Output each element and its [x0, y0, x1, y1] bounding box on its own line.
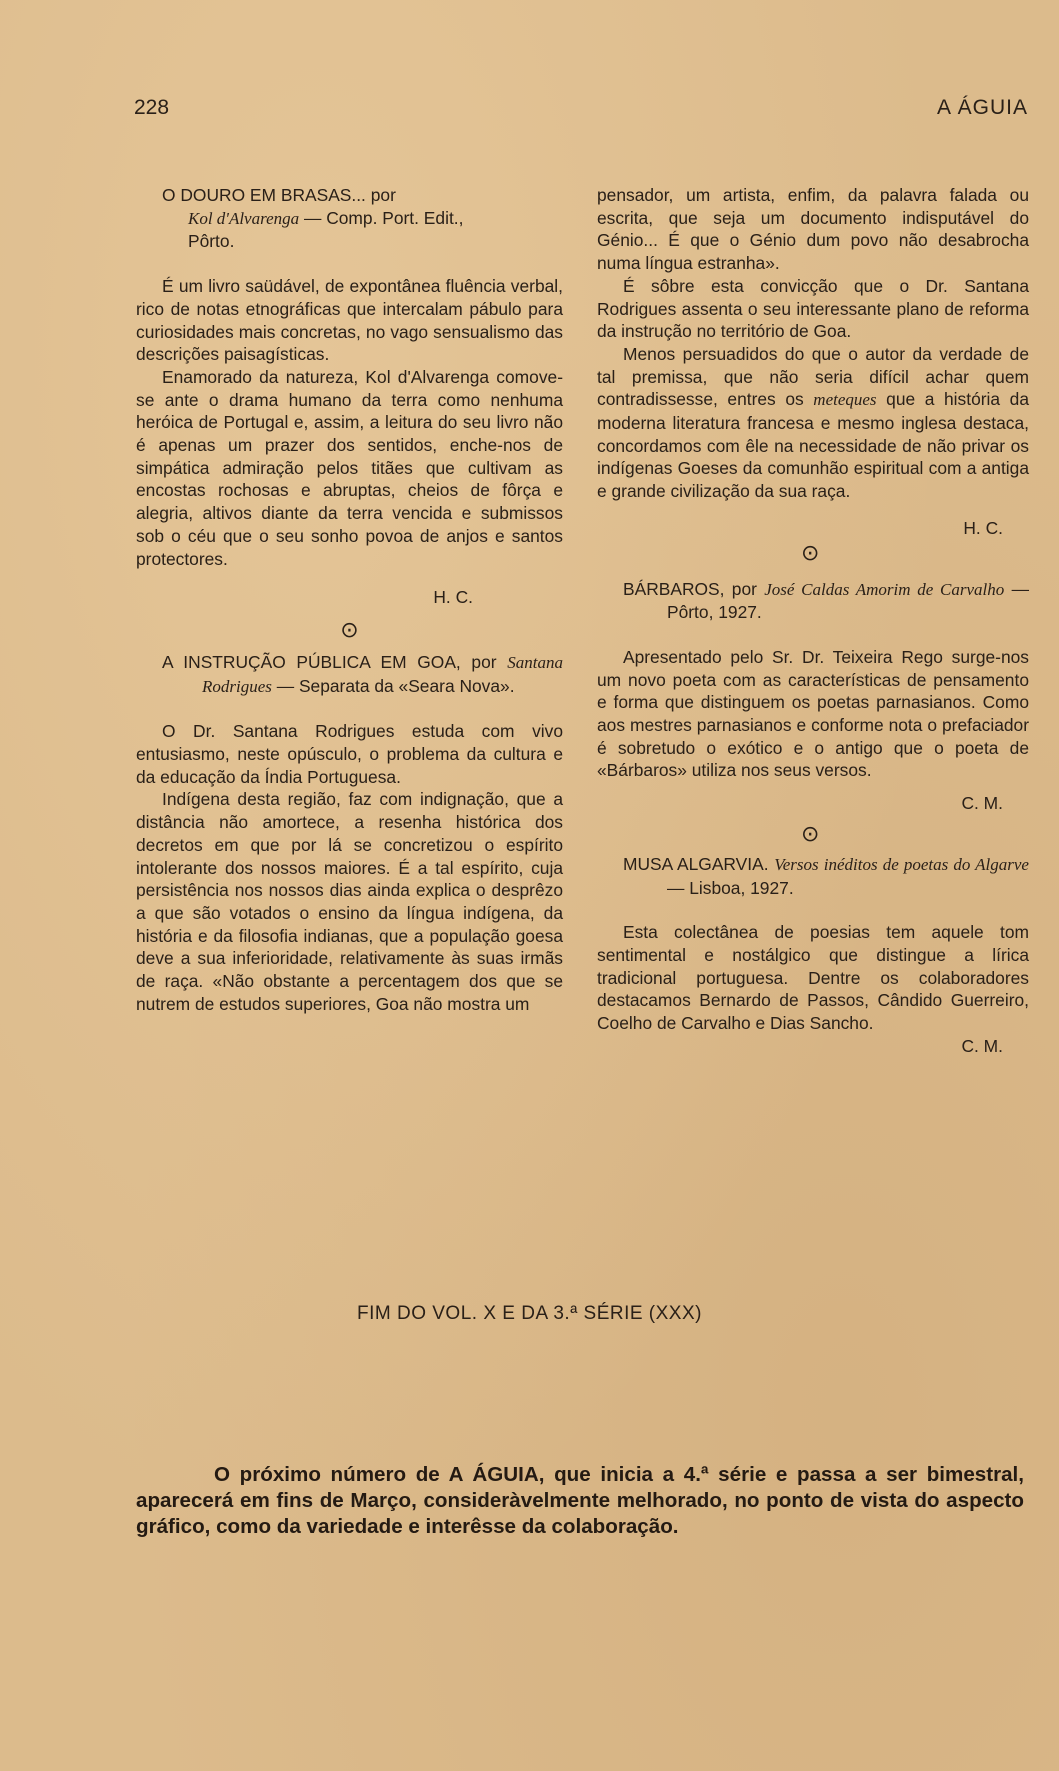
review-title: MUSA ALGARVIA.	[623, 853, 769, 874]
journal-title: A ÁGUIA	[936, 96, 1028, 119]
review-paragraph: Indígena desta região, faz com indignação, que a distância não amortece, a resenha histórica dos decretos em que por lá se concretizou o espírito intolerante dos nossos maiores. É a tal espírito, cuja persistência nos nossos dias ainda explica o desprêzo a que são votados o ensino da língua indígena, da história e da filosofia indianas, que a população goesa deve a sua inferioridade, relativamente às suas irmãs de raça. «Não obstante a percentagem dos que se nutrem de estudos superiores, Goa não mostra um	[136, 789, 563, 1014]
text-run: que a história da moderna literatura francesa e mesmo inglesa destaca, concordamos com êle na necessidade de não privar os indígenas Goeses da comunhão espiritual com a antiga e grande civilização da sua raça.	[597, 389, 1029, 502]
review-paragraph: Esta colectânea de poesias tem aquele tom sentimental e nostálgico que distingue a lírica tradicional portuguesa. Dentre os colaboradores destacamos Bernardo de Passos, Cândido Guerreiro, Coelho de Carvalho e Dias Sancho.	[597, 922, 1029, 1034]
review-title: O DOURO EM BRASAS... por	[162, 185, 396, 205]
review-title: A INSTRUÇÃO PÚBLICA EM GOA, por	[162, 651, 497, 672]
review-heading	[623, 853, 1029, 899]
signature: H. C.	[963, 517, 1003, 538]
end-of-volume-note: FIM DO VOL. X E DA 3.ª SÉRIE (XXX)	[356, 1303, 702, 1324]
review-publisher: — Pôrto, 1927.	[667, 578, 1029, 623]
review-paragraph: É um livro saüdável, de expontânea fluência verbal, rico de notas etnográficas que intercalam pábulo para curiosidades mais concretas, no vago sensualismo das descrições paisagísticas.	[136, 276, 563, 365]
left-column	[136, 184, 563, 1016]
review-publisher: — Lisboa, 1927.	[667, 877, 794, 898]
notice-text: O próximo número de A ÁGUIA, que inicia a 4.ª série e passa a ser bimestral, aparecerá em fins de Março, consideràvelmente melhorado, no ponto de vista do aspecto gráfico, como da variedade e interêsse da colaboração.	[136, 1463, 1024, 1538]
running-header	[0, 96, 1059, 126]
next-issue-notice	[136, 1462, 1024, 1540]
page-number: 228	[134, 96, 170, 119]
review-author: Kol d'Alvarenga	[188, 208, 300, 228]
signature: C. M.	[961, 1035, 1003, 1056]
review-author: Santana Rodrigues	[202, 652, 563, 696]
signature: H. C.	[433, 587, 473, 608]
review-paragraph: Enamorado da natureza, Kol d'Alvarenga comove-se ante o drama humano da terra como nenhuma heróica de Portugal e, assim, a leitura do seu livro não é apenas um prazer dos sentidos, enche-nos de simpática admiração pelos titães que cultivam as encostas rochosas e abruptas, cheios de fôrça e alegria, altivos diante da terra vencida e submissos sob o céu que o seu sonho povoa de anjos e santos protectores.	[136, 366, 563, 569]
review-publisher: — Separata da «Seara Nova».	[271, 675, 515, 696]
review-paragraph: O Dr. Santana Rodrigues estuda com vivo entusiasmo, neste opúsculo, o problema da cultura e da educação da Índia Portuguesa.	[136, 721, 563, 787]
italic-term: meteques	[813, 390, 877, 410]
review-heading	[162, 184, 563, 253]
review-paragraph: É sôbre esta convicção que o Dr. Santana Rodrigues assenta o seu interessante plano de reforma da instrução no território de Goa.	[597, 275, 1029, 342]
ornament-icon: ⊙	[801, 820, 820, 846]
ornament-icon: ⊙	[340, 616, 359, 642]
ornament-icon: ⊙	[801, 539, 820, 565]
text-run: Menos persuadidos do que o autor da verdade de tal premissa, que não seria difícil achar quem contradissesse, entres os	[597, 343, 1029, 410]
review-publisher: — Comp. Port. Edit.,	[299, 207, 464, 228]
review-paragraph: pensador, um artista, enfim, da palavra falada ou escrita, que seja um documento indisputável do Génio... É que o Génio dum povo não desabrocha numa língua estranha».	[597, 185, 1029, 274]
review-place: Pôrto.	[188, 231, 235, 252]
review-author: José Caldas Amorim de Carvalho	[764, 579, 1005, 599]
review-heading	[162, 651, 563, 698]
right-column	[597, 184, 1029, 1058]
review-paragraph	[597, 343, 1029, 503]
review-heading	[623, 578, 1029, 624]
review-paragraph: Apresentado pelo Sr. Dr. Teixeira Rego surge-nos um novo poeta com as características de pensamento e forma que distinguem os poetas parnasianos. Como aos mestres parnasianos e conforme nota o prefaciador é sobretudo o exótico e o antigo que o poeta de «Bárbaros» utiliza nos seus versos.	[597, 646, 1029, 781]
review-subtitle: Versos inéditos de poetas do Algarve	[774, 854, 1029, 874]
review-title: BÁRBAROS, por	[623, 578, 757, 599]
signature: C. M.	[961, 793, 1003, 814]
